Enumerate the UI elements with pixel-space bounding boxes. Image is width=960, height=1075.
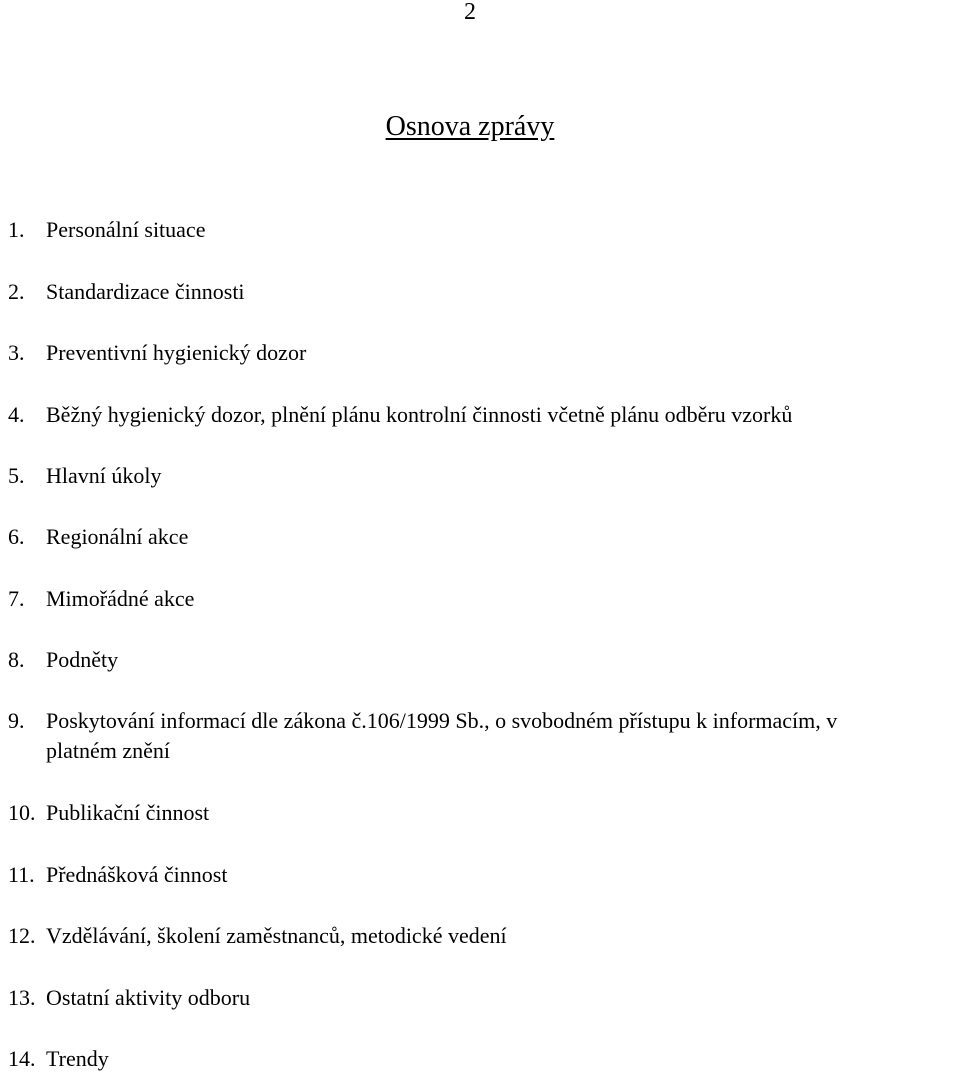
- page-title: Osnova zprávy: [385, 111, 555, 142]
- item-text: Běžný hygienický dozor, plnění plánu kontrolní činnosti včetně plánu odběru vzorků: [46, 402, 793, 427]
- item-text: Publikační činnost: [46, 800, 210, 825]
- list-item: [8, 338, 306, 368]
- list-item: [8, 706, 866, 766]
- list-item: [8, 860, 227, 890]
- item-text: Hlavní úkoly: [46, 463, 162, 488]
- list-item: [8, 215, 205, 245]
- list-item: [8, 584, 194, 614]
- item-number: 11.: [8, 862, 35, 887]
- item-number: 6.: [8, 524, 25, 549]
- item-text: Poskytování informací dle zákona č.106/1999 Sb., o svobodném přístupu k informacím, v platném znění: [46, 708, 838, 763]
- item-text: Ostatní aktivity odboru: [46, 985, 251, 1010]
- item-text: Podněty: [46, 647, 119, 672]
- item-text: Regionální akce: [46, 524, 189, 549]
- item-number: 2.: [8, 279, 25, 304]
- list-item: [8, 400, 792, 430]
- list-item: [8, 1044, 109, 1074]
- item-number: 9.: [8, 708, 25, 733]
- item-number: 14.: [8, 1046, 36, 1071]
- item-number: 13.: [8, 985, 36, 1010]
- list-item: [8, 277, 245, 307]
- item-text: Trendy: [46, 1046, 109, 1071]
- list-item: [8, 798, 209, 828]
- item-text: Vzdělávání, školení zaměstnanců, metodické vedení: [46, 923, 507, 948]
- item-number: 5.: [8, 463, 25, 488]
- list-item: [8, 921, 507, 951]
- item-text: Personální situace: [46, 217, 206, 242]
- item-text: Mimořádné akce: [46, 586, 195, 611]
- list-item: [8, 461, 162, 491]
- item-text: Standardizace činnosti: [46, 279, 245, 304]
- page-number: 2: [464, 0, 476, 25]
- item-number: 3.: [8, 340, 25, 365]
- list-item: [8, 645, 118, 675]
- list-item: [8, 983, 250, 1013]
- item-number: 1.: [8, 217, 25, 242]
- item-text: Preventivní hygienický dozor: [46, 340, 307, 365]
- item-number: 8.: [8, 647, 25, 672]
- item-number: 12.: [8, 923, 36, 948]
- list-item: [8, 522, 188, 552]
- item-text: Přednášková činnost: [46, 862, 228, 887]
- item-number: 10.: [8, 800, 36, 825]
- item-number: 7.: [8, 586, 25, 611]
- item-number: 4.: [8, 402, 25, 427]
